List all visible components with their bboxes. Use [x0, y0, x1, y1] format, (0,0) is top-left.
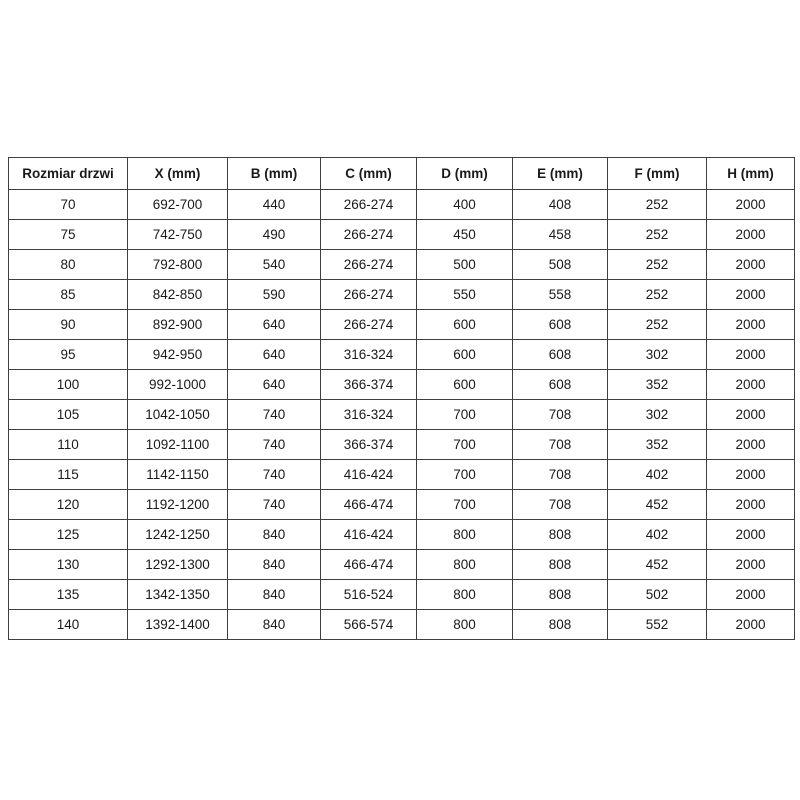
table-cell: 125 — [9, 520, 128, 550]
table-body — [9, 190, 795, 640]
table-row — [9, 340, 795, 370]
table-cell: 2000 — [707, 520, 795, 550]
table-cell: 490 — [228, 220, 321, 250]
table-cell: 266-274 — [321, 250, 417, 280]
column-header: B (mm) — [228, 158, 321, 190]
door-size-table — [8, 157, 795, 640]
table-cell: 316-324 — [321, 340, 417, 370]
table-cell: 808 — [513, 580, 608, 610]
table-cell: 740 — [228, 430, 321, 460]
table-cell: 2000 — [707, 550, 795, 580]
table-cell: 590 — [228, 280, 321, 310]
table-cell: 316-324 — [321, 400, 417, 430]
table-cell: 600 — [417, 310, 513, 340]
table-cell: 115 — [9, 460, 128, 490]
column-header: X (mm) — [128, 158, 228, 190]
table-cell: 608 — [513, 340, 608, 370]
column-header: D (mm) — [417, 158, 513, 190]
table-cell: 640 — [228, 370, 321, 400]
table-cell: 892-900 — [128, 310, 228, 340]
table-row — [9, 370, 795, 400]
table-cell: 2000 — [707, 580, 795, 610]
table-cell: 552 — [608, 610, 707, 640]
table-cell: 740 — [228, 490, 321, 520]
table-cell: 75 — [9, 220, 128, 250]
table-cell: 840 — [228, 550, 321, 580]
table-cell: 550 — [417, 280, 513, 310]
table-row — [9, 460, 795, 490]
table-cell: 416-424 — [321, 460, 417, 490]
table-cell: 1142-1150 — [128, 460, 228, 490]
table-head — [9, 158, 795, 190]
table-cell: 708 — [513, 430, 608, 460]
table-cell: 566-574 — [321, 610, 417, 640]
table-cell: 742-750 — [128, 220, 228, 250]
table-row — [9, 550, 795, 580]
table-cell: 458 — [513, 220, 608, 250]
table-cell: 600 — [417, 370, 513, 400]
column-header: C (mm) — [321, 158, 417, 190]
table-row — [9, 190, 795, 220]
table-cell: 640 — [228, 310, 321, 340]
table-cell: 1042-1050 — [128, 400, 228, 430]
column-header: H (mm) — [707, 158, 795, 190]
table-row — [9, 520, 795, 550]
table-cell: 135 — [9, 580, 128, 610]
table-cell: 302 — [608, 400, 707, 430]
table-cell: 840 — [228, 520, 321, 550]
table-cell: 2000 — [707, 370, 795, 400]
table-cell: 700 — [417, 430, 513, 460]
table-cell: 708 — [513, 490, 608, 520]
table-cell: 800 — [417, 580, 513, 610]
table-cell: 2000 — [707, 610, 795, 640]
table-cell: 100 — [9, 370, 128, 400]
table-cell: 1092-1100 — [128, 430, 228, 460]
table-cell: 558 — [513, 280, 608, 310]
table-cell: 70 — [9, 190, 128, 220]
table-row — [9, 310, 795, 340]
table-cell: 502 — [608, 580, 707, 610]
table-row — [9, 580, 795, 610]
column-header: Rozmiar drzwi — [9, 158, 128, 190]
table-cell: 252 — [608, 220, 707, 250]
table-cell: 416-424 — [321, 520, 417, 550]
header-row — [9, 158, 795, 190]
table-row — [9, 490, 795, 520]
table-cell: 105 — [9, 400, 128, 430]
table-cell: 2000 — [707, 340, 795, 370]
table-cell: 452 — [608, 550, 707, 580]
table-cell: 2000 — [707, 190, 795, 220]
table-cell: 252 — [608, 280, 707, 310]
table-cell: 450 — [417, 220, 513, 250]
table-cell: 992-1000 — [128, 370, 228, 400]
table-cell: 792-800 — [128, 250, 228, 280]
table-row — [9, 400, 795, 430]
table-row — [9, 220, 795, 250]
table-cell: 252 — [608, 250, 707, 280]
table-cell: 700 — [417, 460, 513, 490]
table-cell: 352 — [608, 370, 707, 400]
table-cell: 840 — [228, 580, 321, 610]
table-cell: 452 — [608, 490, 707, 520]
table-cell: 466-474 — [321, 490, 417, 520]
table-cell: 302 — [608, 340, 707, 370]
table-cell: 95 — [9, 340, 128, 370]
table-cell: 2000 — [707, 430, 795, 460]
table-cell: 266-274 — [321, 310, 417, 340]
table-cell: 2000 — [707, 310, 795, 340]
table-cell: 640 — [228, 340, 321, 370]
table-cell: 402 — [608, 520, 707, 550]
table-cell: 110 — [9, 430, 128, 460]
table-cell: 516-524 — [321, 580, 417, 610]
table-cell: 808 — [513, 550, 608, 580]
table-cell: 740 — [228, 460, 321, 490]
table-cell: 1242-1250 — [128, 520, 228, 550]
table-cell: 708 — [513, 460, 608, 490]
table-cell: 608 — [513, 310, 608, 340]
table-cell: 700 — [417, 400, 513, 430]
table-cell: 80 — [9, 250, 128, 280]
table-row — [9, 430, 795, 460]
table-cell: 808 — [513, 520, 608, 550]
table-cell: 708 — [513, 400, 608, 430]
table-cell: 692-700 — [128, 190, 228, 220]
table-cell: 266-274 — [321, 220, 417, 250]
table-row — [9, 250, 795, 280]
table-cell: 608 — [513, 370, 608, 400]
table-cell: 840 — [228, 610, 321, 640]
table-cell: 120 — [9, 490, 128, 520]
table-cell: 800 — [417, 520, 513, 550]
table-cell: 800 — [417, 550, 513, 580]
table-cell: 130 — [9, 550, 128, 580]
table-cell: 2000 — [707, 460, 795, 490]
table-cell: 942-950 — [128, 340, 228, 370]
table-cell: 266-274 — [321, 280, 417, 310]
table-cell: 366-374 — [321, 430, 417, 460]
table-cell: 1392-1400 — [128, 610, 228, 640]
column-header: F (mm) — [608, 158, 707, 190]
table-cell: 800 — [417, 610, 513, 640]
table-cell: 2000 — [707, 490, 795, 520]
table-cell: 400 — [417, 190, 513, 220]
column-header: E (mm) — [513, 158, 608, 190]
table-cell: 440 — [228, 190, 321, 220]
table-cell: 600 — [417, 340, 513, 370]
table-cell: 842-850 — [128, 280, 228, 310]
table-cell: 85 — [9, 280, 128, 310]
table-cell: 500 — [417, 250, 513, 280]
table-row — [9, 610, 795, 640]
table-cell: 266-274 — [321, 190, 417, 220]
table-cell: 140 — [9, 610, 128, 640]
table-cell: 740 — [228, 400, 321, 430]
table-cell: 408 — [513, 190, 608, 220]
table-cell: 1292-1300 — [128, 550, 228, 580]
table-cell: 1342-1350 — [128, 580, 228, 610]
table-cell: 1192-1200 — [128, 490, 228, 520]
table-cell: 252 — [608, 190, 707, 220]
table-cell: 700 — [417, 490, 513, 520]
table-cell: 540 — [228, 250, 321, 280]
table-cell: 508 — [513, 250, 608, 280]
table-cell: 2000 — [707, 280, 795, 310]
table-cell: 466-474 — [321, 550, 417, 580]
table-cell: 2000 — [707, 400, 795, 430]
table-cell: 2000 — [707, 250, 795, 280]
table-row — [9, 280, 795, 310]
table-cell: 366-374 — [321, 370, 417, 400]
table-cell: 90 — [9, 310, 128, 340]
table-cell: 402 — [608, 460, 707, 490]
table-cell: 2000 — [707, 220, 795, 250]
table-cell: 808 — [513, 610, 608, 640]
table-cell: 252 — [608, 310, 707, 340]
table-cell: 352 — [608, 430, 707, 460]
